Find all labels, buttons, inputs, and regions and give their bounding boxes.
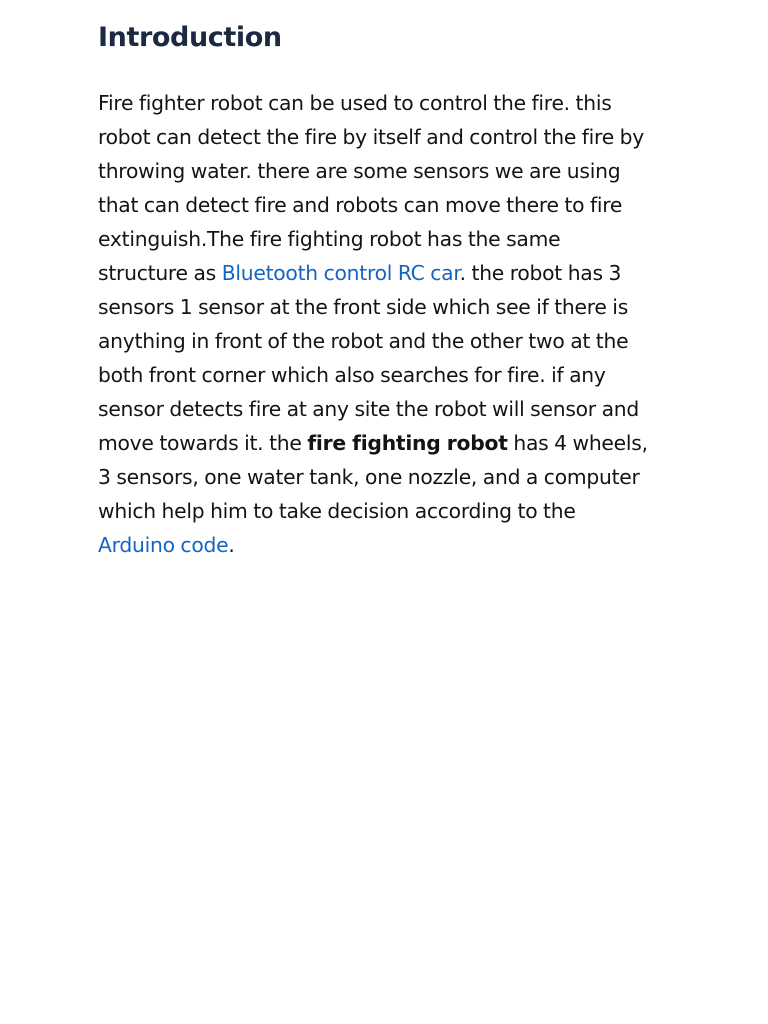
paragraph-line: sensors 1 sensor at the front side which see if there is	[98, 295, 629, 319]
paragraph-line: sensor detects fire at any site the robot will sensor and	[98, 397, 639, 421]
paragraph-line	[98, 426, 678, 460]
paragraph-line: anything in front of the robot and the other two at the	[98, 329, 629, 353]
line-text: move towards it. the	[98, 431, 308, 455]
paragraph-line: extinguish.The fire fighting robot has the same	[98, 227, 561, 251]
page-title: Introduction	[98, 22, 282, 53]
paragraph-line: which help him to take decision according to the	[98, 499, 576, 523]
line-text: . the robot has 3	[459, 261, 622, 285]
paragraph-line: both front corner which also searches for fire. if any	[98, 363, 606, 387]
arduino-code-link[interactable]: Arduino code	[98, 533, 229, 557]
paragraph-line	[98, 528, 678, 562]
line-text: structure as	[98, 261, 222, 285]
bluetooth-rc-car-link[interactable]: Bluetooth control RC car	[221, 261, 460, 285]
paragraph-line: robot can detect the fire by itself and control the fire by	[98, 125, 644, 149]
paragraph-line: that can detect fire and robots can move there to fire	[98, 193, 623, 217]
paragraph-line: throwing water. there are some sensors we are using	[98, 159, 621, 183]
paragraph-line: Fire fighter robot can be used to control the fire. this	[98, 91, 612, 115]
intro-paragraph	[98, 86, 678, 562]
article	[98, 20, 678, 562]
bold-term: fire fighting robot	[307, 431, 508, 455]
paragraph-line	[98, 256, 678, 290]
paragraph-line: 3 sensors, one water tank, one nozzle, and a computer	[98, 465, 640, 489]
line-text: .	[228, 533, 235, 557]
line-text: has 4 wheels,	[507, 431, 648, 455]
